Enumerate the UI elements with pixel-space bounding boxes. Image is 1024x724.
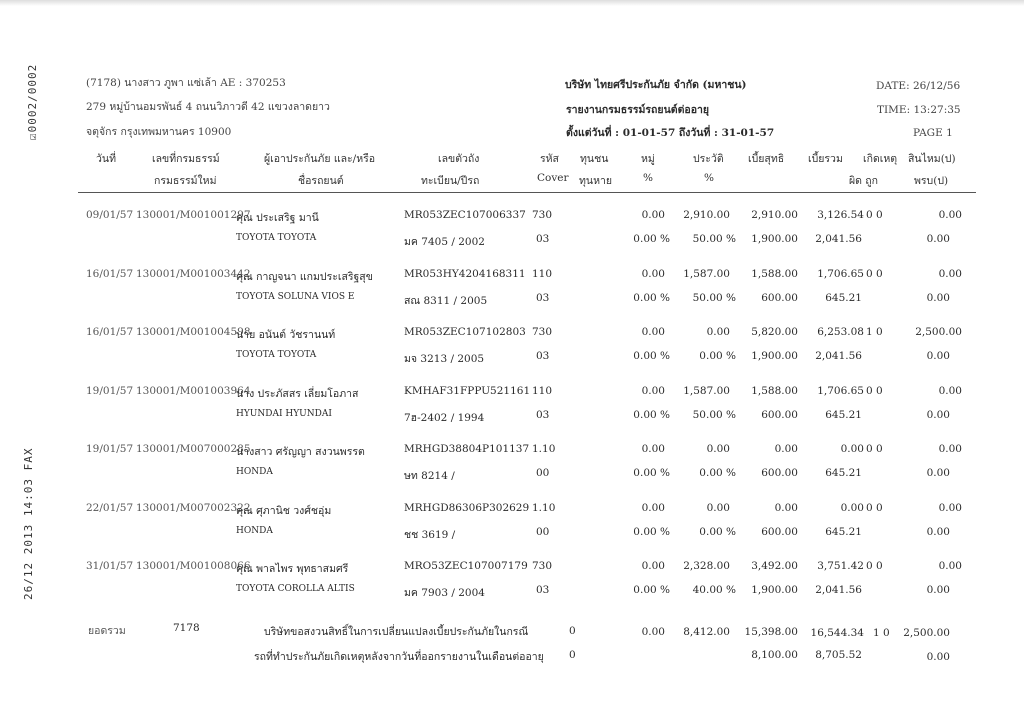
row-group-pct: 0.00 % xyxy=(633,350,670,362)
row-chassis: MR053ZEC107006337 xyxy=(404,209,526,221)
row-group: 0.00 xyxy=(641,501,665,514)
row-policy: 130001/M007000285 xyxy=(136,443,251,455)
row-date: 31/01/57 xyxy=(86,560,134,572)
row-history: 0.00 xyxy=(706,501,730,514)
col-new-policy: กรมธรรม์ใหม่ xyxy=(154,175,217,187)
row-accident: 1 0 xyxy=(866,326,883,338)
row-claim: 0.00 xyxy=(938,209,962,221)
row-claim: 0.00 xyxy=(938,443,962,455)
row-history: 1,587.00 xyxy=(683,267,730,280)
col-policy: เลขที่กรมธรรม์ xyxy=(152,153,220,165)
row-policy: 130001/M001004598 xyxy=(136,326,251,338)
summary-zero-1: 0 xyxy=(569,625,576,637)
col-accident: เกิดเหตุ xyxy=(863,153,898,165)
row-history-pct: 50.00 % xyxy=(692,408,736,421)
summary-claim: 2,500.00 xyxy=(903,627,950,639)
row-claim-2: 0.00 xyxy=(926,291,950,304)
row-group: 0.00 xyxy=(641,267,665,280)
row-insured: นาง ประภัสสร เลี่ยมโอภาส xyxy=(236,387,359,400)
fax-timestamp: 26/12 2013 14:03 FAX xyxy=(22,447,35,600)
row-group: 0.00 xyxy=(641,326,665,338)
row-date: 22/01/57 xyxy=(86,501,134,514)
row-claim: 0.00 xyxy=(938,267,962,280)
row-claim: 0.00 xyxy=(938,501,962,514)
row-net: 2,910.00 xyxy=(751,209,798,221)
address-line-1: 279 หมู่บ้านอมรพันธ์ 4 ถนนวิภาวดี 42 แขวงลาดยาว xyxy=(86,101,330,113)
col-compulsory: พรบ(ป) xyxy=(914,175,949,187)
row-claim: 2,500.00 xyxy=(915,326,962,338)
row-total-2: 645.21 xyxy=(825,467,862,479)
row-policy: 130001/M001001297 xyxy=(136,209,251,221)
row-date: 19/01/57 xyxy=(86,443,134,455)
agent-line: (7178) นางสาว ภูพา แซ่เล้า AE : 370253 xyxy=(86,77,286,89)
row-date: 16/01/57 xyxy=(86,267,134,280)
summary-history: 8,412.00 xyxy=(683,626,730,638)
row-date: 09/01/57 xyxy=(86,209,134,221)
row-car: TOYOTA TOYOTA xyxy=(236,233,317,243)
summary-zero-2: 0 xyxy=(569,649,576,661)
col-sum-collision: ทุนชน xyxy=(580,153,609,165)
summary-total-2: 8,705.52 xyxy=(815,649,862,661)
row-group-pct: 0.00 % xyxy=(633,233,670,245)
row-registration: ษท 8214 / xyxy=(404,470,455,482)
row-insured: คุณ กาญจนา แกมประเสริฐสุข xyxy=(236,270,373,283)
row-history: 0.00 xyxy=(706,326,730,338)
row-insured: คุณ ประเสริฐ มานี xyxy=(236,212,319,224)
report-period: ตั้งแต่วันที่ : 01-01-57 ถึงวันที่ : 31-01-57 xyxy=(566,127,775,139)
row-group-pct: 0.00 % xyxy=(633,525,670,538)
summary-group: 0.00 xyxy=(641,626,665,638)
row-net: 0.00 xyxy=(774,501,798,514)
row-cover: 03 xyxy=(536,584,550,596)
summary-net: 15,398.00 xyxy=(744,626,798,638)
row-net-2: 600.00 xyxy=(761,467,798,479)
row-car: TOYOTA COROLLA ALTIS xyxy=(236,584,355,594)
row-accident: 0 0 xyxy=(866,443,883,455)
row-registration: สณ 8311 / 2005 xyxy=(404,294,488,307)
col-group-pct: % xyxy=(643,172,653,184)
row-code: 730 xyxy=(532,326,553,338)
address-line-2: จตุจักร กรุงเทพมหานคร 10900 xyxy=(86,126,232,138)
row-net-2: 1,900.00 xyxy=(751,584,798,596)
col-total-premium: เบี้ยรวม xyxy=(808,153,843,165)
row-date: 19/01/57 xyxy=(86,384,134,397)
row-total: 1,706.65 xyxy=(817,267,864,280)
row-net-2: 600.00 xyxy=(761,525,798,538)
row-net-2: 600.00 xyxy=(761,291,798,304)
col-sum-loss: ทุนหาย xyxy=(579,175,613,187)
row-chassis: MRO53ZEC107007179 xyxy=(404,560,528,572)
row-policy: 130001/M001003442 xyxy=(136,267,251,280)
row-history: 2,910.00 xyxy=(683,209,730,221)
row-net-2: 1,900.00 xyxy=(751,350,798,362)
row-chassis: MR053ZEC107102803 xyxy=(404,326,526,338)
row-total: 3,126.54 xyxy=(817,209,864,221)
row-history-pct: 0.00 % xyxy=(699,467,736,479)
report-date: DATE: 26/12/56 xyxy=(876,80,961,92)
row-history-pct: 50.00 % xyxy=(692,233,736,245)
row-car: HONDA xyxy=(236,525,273,536)
row-claim-2: 0.00 xyxy=(926,233,950,245)
row-chassis: MRHGD86306P302629 xyxy=(404,501,530,514)
row-insured: คุณ ศุภานิช วงศ์ชอุ่ม xyxy=(236,504,332,517)
row-history: 0.00 xyxy=(706,443,730,455)
row-policy: 130001/M001003964 xyxy=(136,384,251,397)
row-claim: 0.00 xyxy=(938,560,962,572)
col-fault: ผิด ถูก xyxy=(849,175,879,187)
col-car: ชื่อรถยนต์ xyxy=(298,175,344,187)
row-chassis: MRHGD38804P101137 xyxy=(404,443,530,455)
row-chassis: MR053HY4204168311 xyxy=(404,267,526,280)
row-total: 0.00 xyxy=(840,501,864,514)
summary-note-2: รถที่ทำประกันภัยเกิดเหตุหลังจากวันที่ออกรายงานในเดือนต่ออายุ xyxy=(254,651,544,663)
report-title: รายงานกรมธรรม์รถยนต์ต่ออายุ xyxy=(566,104,710,116)
col-group: หมู่ xyxy=(641,153,655,165)
row-cover: 00 xyxy=(536,467,550,479)
row-claim: 0.00 xyxy=(938,384,962,397)
top-edge-shadow xyxy=(0,0,1024,6)
row-total: 6,253.08 xyxy=(817,326,864,338)
col-chassis: เลขตัวถัง xyxy=(438,153,480,165)
row-net-2: 600.00 xyxy=(761,408,798,421)
col-date: วันที่ xyxy=(96,153,116,165)
row-accident: 0 0 xyxy=(866,267,883,280)
row-history-pct: 0.00 % xyxy=(699,350,736,362)
row-total-2: 645.21 xyxy=(825,291,862,304)
row-net: 0.00 xyxy=(774,443,798,455)
row-history-pct: 40.00 % xyxy=(692,584,736,596)
row-claim-2: 0.00 xyxy=(926,350,950,362)
row-accident: 0 0 xyxy=(866,501,883,514)
row-group: 0.00 xyxy=(641,209,665,221)
summary-net-2: 8,100.00 xyxy=(751,649,798,661)
row-cover: 03 xyxy=(536,233,550,245)
row-group: 0.00 xyxy=(641,443,665,455)
col-code: รหัส xyxy=(540,153,559,165)
row-registration: มจ 3213 / 2005 xyxy=(404,353,485,365)
row-net-2: 1,900.00 xyxy=(751,233,798,245)
row-code: 730 xyxy=(532,209,553,221)
row-registration: 7ฮ-2402 / 1994 xyxy=(404,411,485,424)
summary-total: 16,544.34 xyxy=(810,627,864,639)
row-policy: 130001/M001008066 xyxy=(136,560,251,572)
row-registration: มค 7903 / 2004 xyxy=(404,587,485,599)
fax-page-stamp: ☑0002/0002 xyxy=(26,63,39,140)
row-net: 1,588.00 xyxy=(751,267,798,280)
row-accident: 0 0 xyxy=(866,384,883,397)
row-total-2: 2,041.56 xyxy=(815,233,862,245)
row-insured: คุณ พาลไพร พุทธาสมศรี xyxy=(236,563,349,575)
row-total-2: 2,041.56 xyxy=(815,584,862,596)
row-claim-2: 0.00 xyxy=(926,467,950,479)
row-code: 1.10 xyxy=(532,501,556,514)
col-history: ประวัติ xyxy=(693,153,724,165)
row-total: 0.00 xyxy=(840,443,864,455)
row-net: 3,492.00 xyxy=(751,560,798,572)
row-claim-2: 0.00 xyxy=(926,408,950,421)
row-registration: มค 7405 / 2002 xyxy=(404,236,485,248)
row-net: 1,588.00 xyxy=(751,384,798,397)
company-name: บริษัท ไทยศรีประกันภัย จำกัด (มหาชน) xyxy=(565,79,747,91)
row-code: 110 xyxy=(532,267,553,280)
row-group: 0.00 xyxy=(641,384,665,397)
row-group-pct: 0.00 % xyxy=(633,467,670,479)
row-accident: 0 0 xyxy=(866,560,883,572)
row-claim-2: 0.00 xyxy=(926,584,950,596)
summary-note-1: บริษัทขอสงวนสิทธิ์ในการเปลี่ยนแปลงเบี้ยประกันภัยในกรณี xyxy=(264,626,529,638)
row-car: TOYOTA SOLUNA VIOS E xyxy=(236,291,355,302)
row-history: 2,328.00 xyxy=(683,560,730,572)
row-group-pct: 0.00 % xyxy=(633,584,670,596)
row-cover: 03 xyxy=(536,350,550,362)
row-history: 1,587.00 xyxy=(683,384,730,397)
summary-claim-2: 0.00 xyxy=(926,651,950,663)
row-date: 16/01/57 xyxy=(86,326,134,338)
row-code: 110 xyxy=(532,384,553,397)
report-time: TIME: 13:27:35 xyxy=(877,104,961,116)
row-registration: ชช 3619 / xyxy=(404,528,456,541)
row-car: HYUNDAI HYUNDAI xyxy=(236,408,332,419)
row-car: HONDA xyxy=(236,467,273,477)
col-registration: ทะเบียน/ปีรถ xyxy=(421,175,480,187)
row-history-pct: 0.00 % xyxy=(699,525,736,538)
row-total-2: 2,041.56 xyxy=(815,350,862,362)
row-group-pct: 0.00 % xyxy=(633,408,670,421)
col-claim: สินไหม(ป) xyxy=(908,153,956,165)
row-insured: นาย อนันต์ วัชรานนท์ xyxy=(236,329,336,341)
col-cover: Cover xyxy=(537,172,569,184)
row-insured: นางสาว ศรัญญา สงวนพรรต xyxy=(236,446,365,458)
col-net-premium: เบี้ยสุทธิ xyxy=(748,153,785,165)
row-policy: 130001/M007002322 xyxy=(136,501,251,514)
page-number: PAGE 1 xyxy=(913,127,953,139)
row-car: TOYOTA TOYOTA xyxy=(236,350,317,360)
col-insured: ผู้เอาประกันภัย และ/หรือ xyxy=(264,153,376,165)
row-chassis: KMHAF31FPPU521161 xyxy=(404,384,531,397)
row-accident: 0 0 xyxy=(866,209,883,221)
row-code: 730 xyxy=(532,560,553,572)
row-code: 1.10 xyxy=(532,443,556,455)
summary-label: ยอดรวม xyxy=(88,625,126,637)
summary-count: 7178 xyxy=(173,622,200,634)
row-total-2: 645.21 xyxy=(825,525,862,538)
row-history-pct: 50.00 % xyxy=(692,291,736,304)
row-claim-2: 0.00 xyxy=(926,525,950,538)
row-cover: 03 xyxy=(536,408,550,421)
header-divider xyxy=(78,192,976,193)
row-total: 3,751.42 xyxy=(817,560,864,572)
row-net: 5,820.00 xyxy=(751,326,798,338)
row-group-pct: 0.00 % xyxy=(633,291,670,304)
summary-accident: 1 0 xyxy=(873,627,890,639)
row-cover: 00 xyxy=(536,525,550,538)
row-cover: 03 xyxy=(536,291,550,304)
col-history-pct: % xyxy=(704,172,714,184)
row-group: 0.00 xyxy=(641,560,665,572)
row-total: 1,706.65 xyxy=(817,384,864,397)
row-total-2: 645.21 xyxy=(825,408,862,421)
